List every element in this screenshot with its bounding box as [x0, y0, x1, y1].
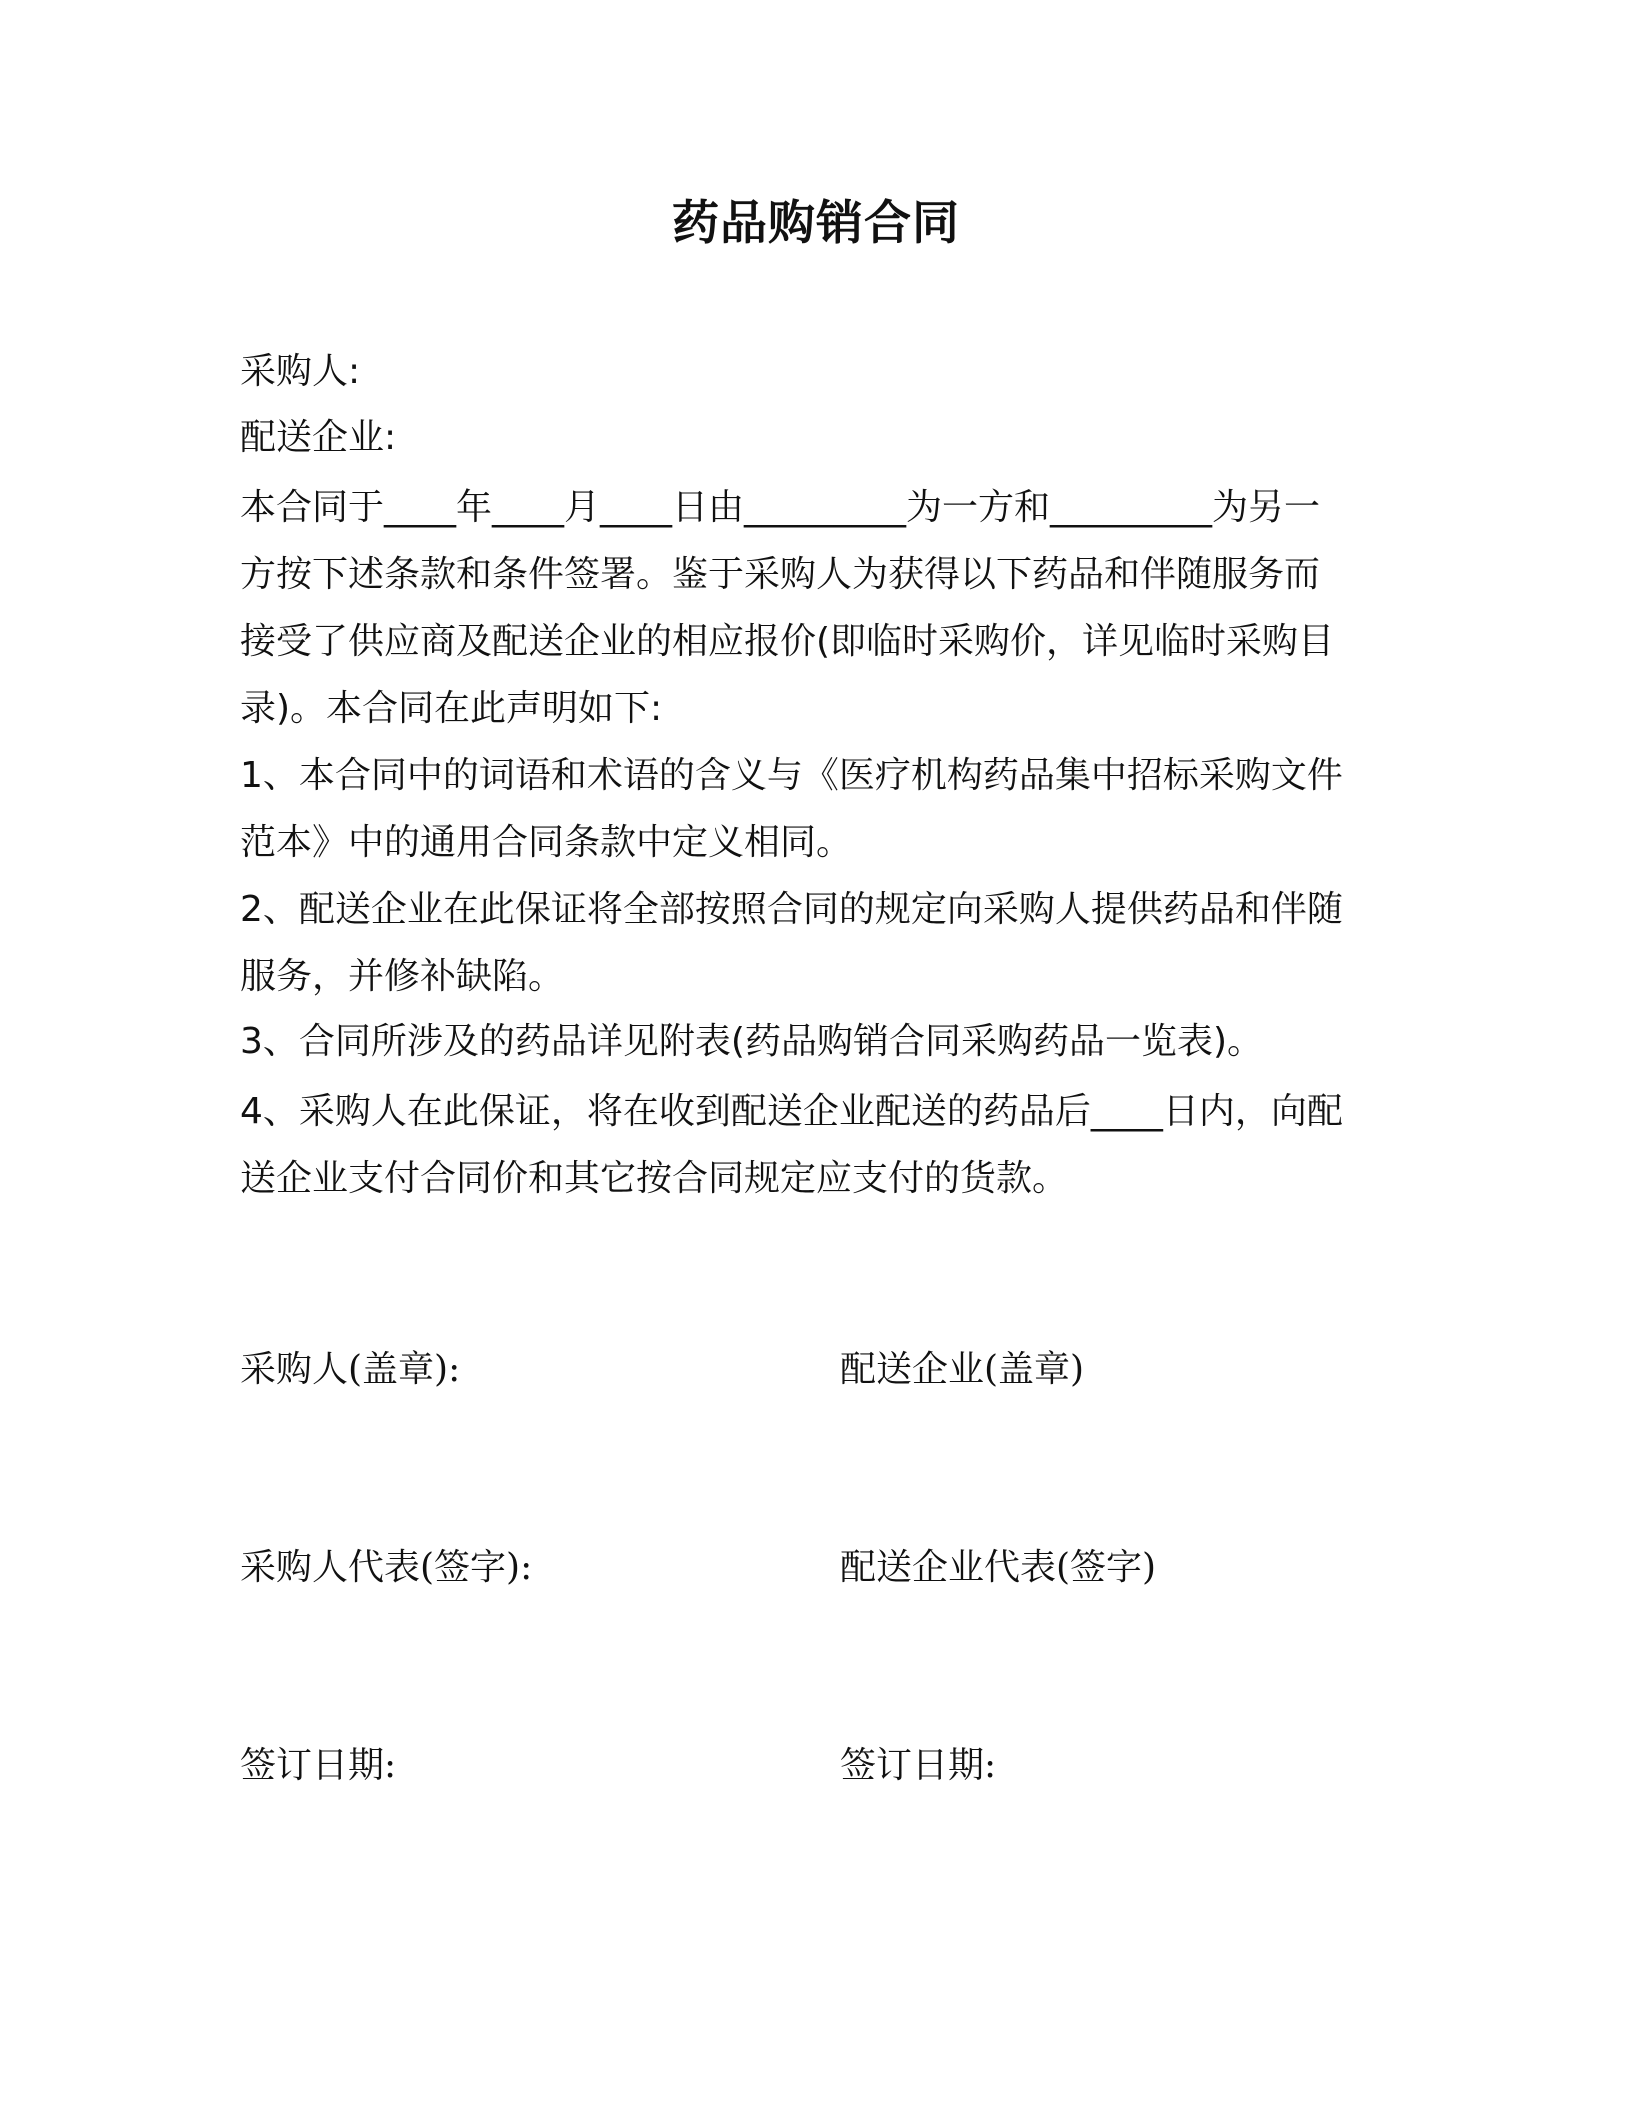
signature-block-distributor — [840, 1205, 1156, 1931]
purchaser-label: 采购人: — [240, 351, 361, 392]
signature-block-purchaser — [240, 1205, 532, 1931]
distributor-seal-label: 配送企业(盖章) — [840, 1349, 1085, 1390]
distributor-field — [240, 404, 1390, 471]
clause-line: 范本》中的通用合同条款中定义相同。 — [240, 822, 853, 863]
clause-2 — [240, 876, 1390, 1010]
distributor-label: 配送企业: — [240, 417, 397, 458]
clause-line: 3、合同所涉及的药品详见附表(药品购销合同采购药品一览表)。 — [240, 1021, 1263, 1062]
clause-line: 服务，并修补缺陷。 — [240, 956, 565, 997]
preamble-paragraph — [240, 474, 1390, 742]
distributor-representative-label: 配送企业代表(签字) — [840, 1547, 1157, 1588]
preamble-line: 录)。本合同在此声明如下: — [240, 688, 663, 729]
purchaser-seal-label: 采购人(盖章): — [240, 1349, 461, 1390]
clause-line: 1、本合同中的词语和术语的含义与《医疗机构药品集中招标采购文件 — [240, 755, 1343, 796]
preamble-line: 接受了供应商及配送企业的相应报价(即临时采购价，详见临时采购目 — [240, 621, 1335, 662]
clause-3 — [240, 1008, 1390, 1075]
document-title: 药品购销合同 — [672, 196, 960, 251]
clause-4 — [240, 1078, 1390, 1212]
distributor-sign-date-label: 签订日期: — [840, 1745, 997, 1786]
clause-line: 2、配送企业在此保证将全部按照合同的规定向采购人提供药品和伴随 — [240, 889, 1343, 930]
purchaser-sign-date-label: 签订日期: — [240, 1745, 397, 1786]
clause-line: 4、采购人在此保证，将在收到配送企业配送的药品后____日内，向配 — [240, 1091, 1343, 1132]
clause-1 — [240, 742, 1390, 876]
purchaser-field — [240, 338, 1390, 405]
preamble-line: 方按下述条款和条件签署。鉴于采购人为获得以下药品和伴随服务而 — [240, 554, 1321, 595]
preamble-line: 本合同于____年____月____日由_________为一方和_________为另一 — [240, 487, 1321, 528]
clause-line: 送企业支付合同价和其它按合同规定应支付的货款。 — [240, 1158, 1069, 1199]
purchaser-representative-label: 采购人代表(签字): — [240, 1547, 533, 1588]
